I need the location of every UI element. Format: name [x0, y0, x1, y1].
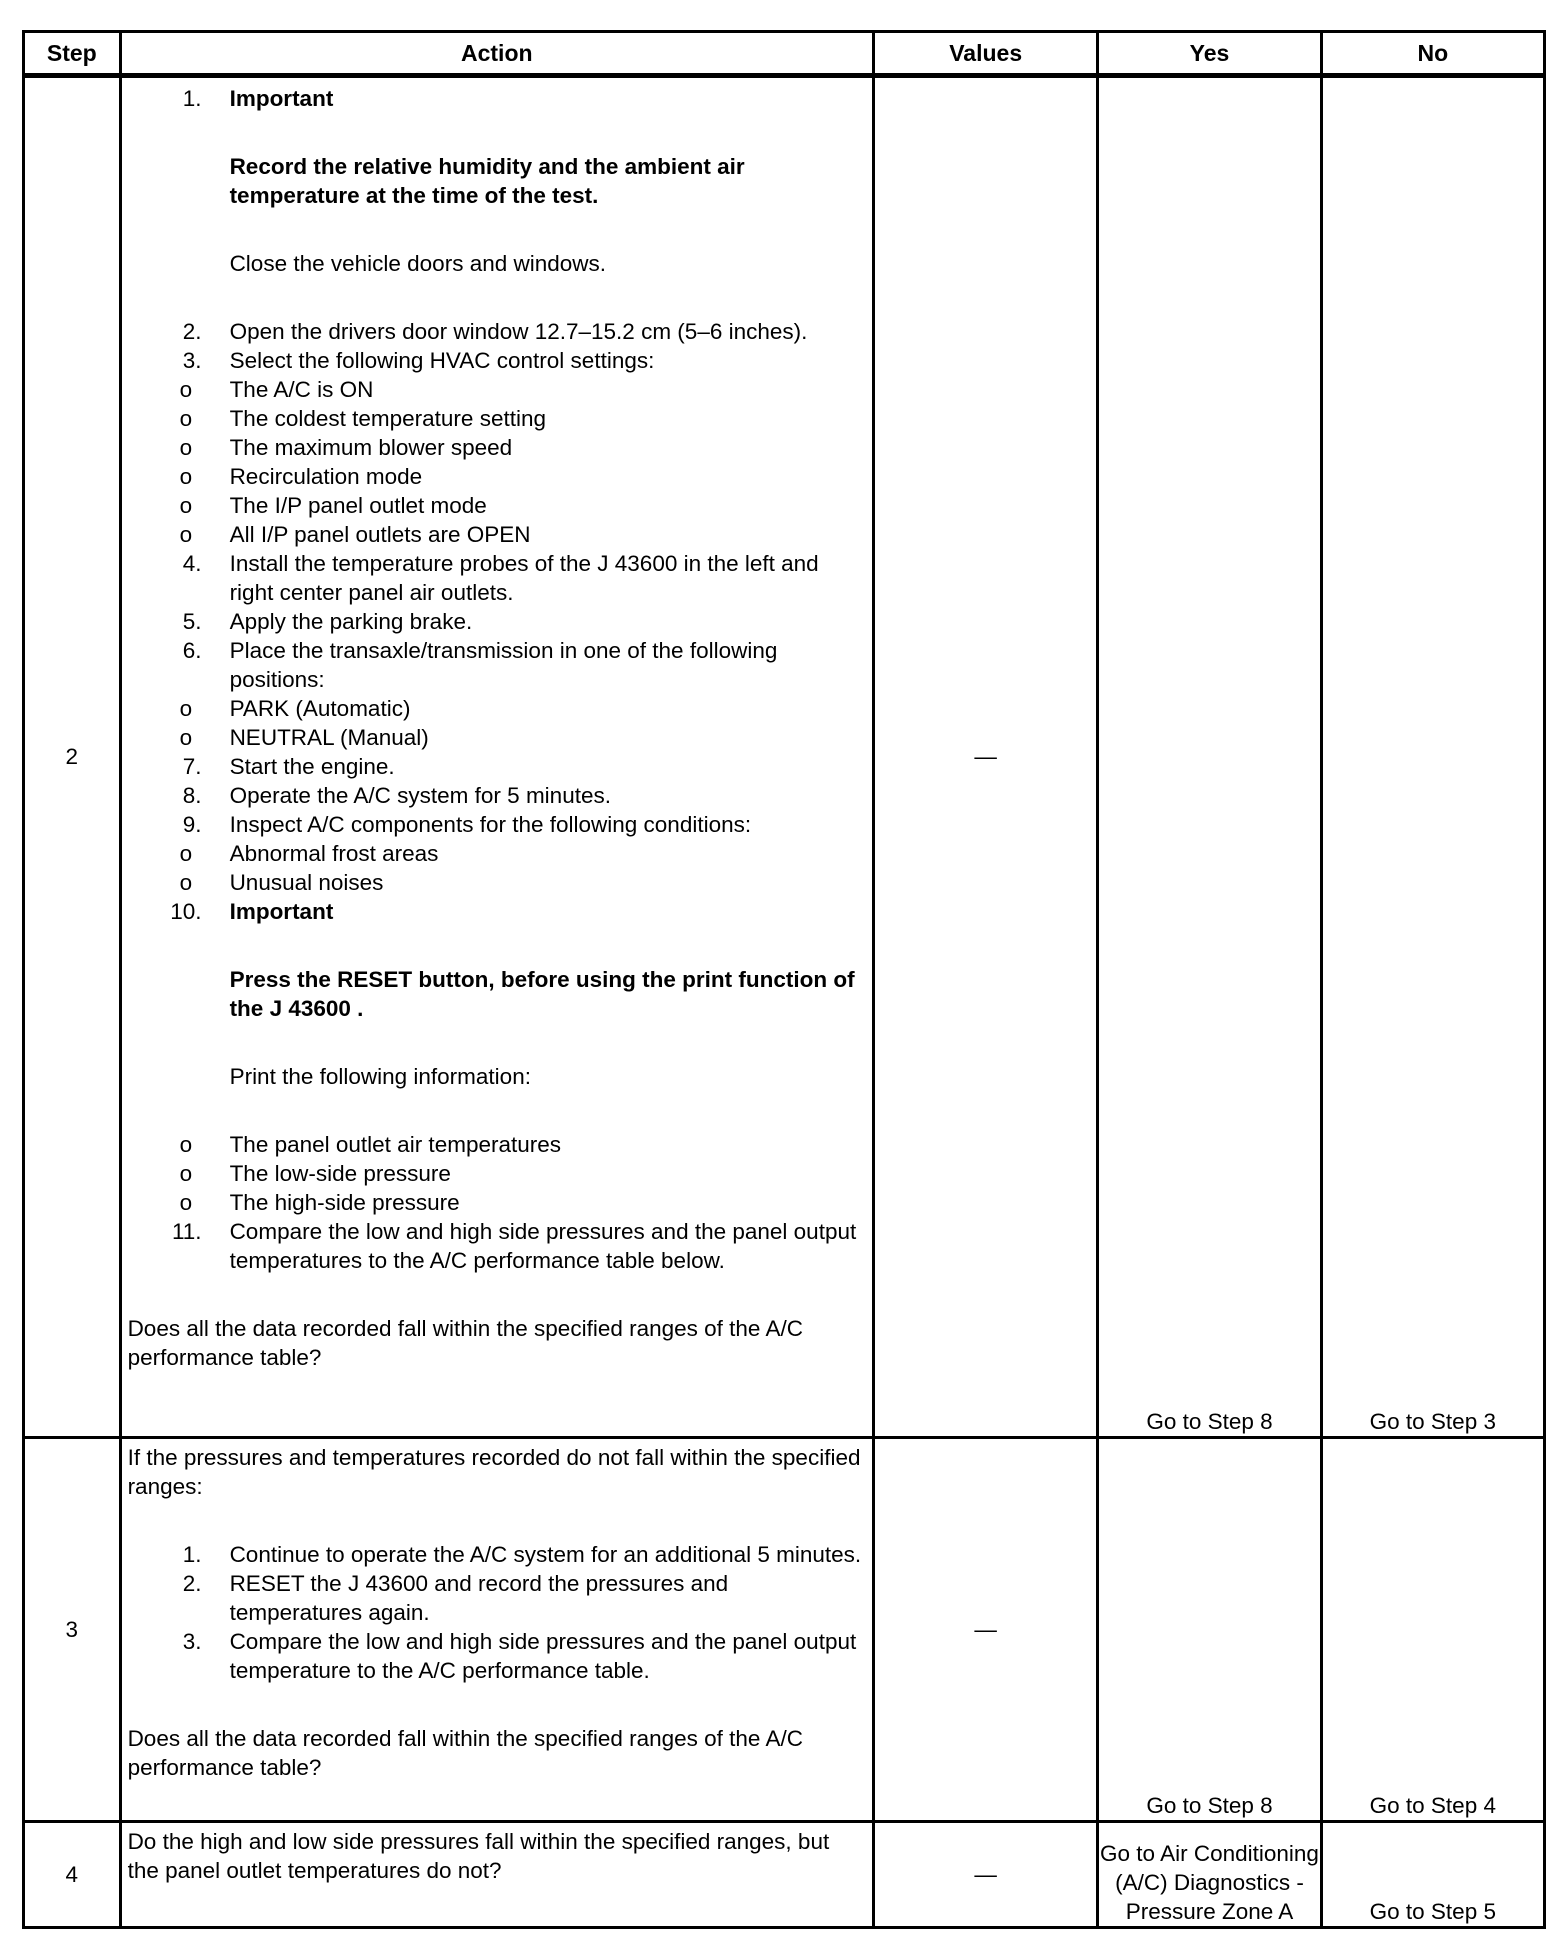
no-cell: Go to Step 3 — [1321, 76, 1544, 1438]
list-item: o The panel outlet air temperatures — [179, 1132, 561, 1157]
list-item: o PARK (Automatic) — [179, 696, 411, 721]
no-cell: Go to Step 5 — [1321, 1822, 1544, 1928]
list-item: o The coldest temperature setting — [179, 406, 546, 431]
list-item: 3. Select the following HVAC control settings: — [182, 348, 655, 373]
values-cell: — — [874, 76, 1098, 1438]
header-values: Values — [874, 32, 1098, 76]
list-item: 1. Continue to operate the A/C system for an additional 5 minutes. — [182, 1542, 862, 1567]
list-item: o Recirculation mode — [179, 464, 423, 489]
list-item: 11. Compare the low and high side pressures and the panel output temperatures to the A/C performance table below. — [171, 1219, 857, 1273]
list-item: 10. Important Press the RESET button, before using the print function of the J 43600 . Print the following information: — [170, 899, 855, 1089]
important-label: Important — [229, 86, 334, 111]
no-cell: Go to Step 4 — [1321, 1438, 1544, 1822]
step-number: 4 — [24, 1822, 121, 1928]
inspection-conditions-list — [128, 839, 864, 897]
list-item: 9. Inspect A/C components for the following conditions: — [182, 812, 752, 837]
header-yes: Yes — [1098, 32, 1321, 76]
list-item: o Unusual noises — [179, 870, 384, 895]
yes-cell: Go to Air Conditioning (A/C) Diagnostics - Pressure Zone A — [1098, 1822, 1321, 1928]
list-item: 2. RESET the J 43600 and record the pressures and temperatures again. — [182, 1571, 729, 1625]
list-item: 4. Install the temperature probes of the J 43600 in the left and right center panel air outlets. — [182, 551, 819, 605]
values-cell: — — [874, 1822, 1098, 1928]
diagnostic-table — [22, 30, 1546, 1929]
header-no: No — [1321, 32, 1544, 76]
list-item: o All I/P panel outlets are OPEN — [179, 522, 531, 547]
header-action: Action — [120, 32, 873, 76]
list-item: o The A/C is ON — [179, 377, 374, 402]
list-item: 2. Open the drivers door window 12.7–15.2 cm (5–6 inches). — [182, 319, 808, 344]
list-item: o The low-side pressure — [179, 1161, 451, 1186]
question-text: Does all the data recorded fall within the specified ranges of the A/C performance table? — [127, 1316, 803, 1370]
yes-cell: Go to Step 8 — [1098, 76, 1321, 1438]
question-text: Do the high and low side pressures fall within the specified ranges, but the panel outlet temperatures do not? — [127, 1829, 830, 1883]
list-item: o Abnormal frost areas — [179, 841, 439, 866]
important-label: Important — [229, 899, 334, 924]
list-item: o The high-side pressure — [179, 1190, 460, 1215]
list-item: o The I/P panel outlet mode — [179, 493, 487, 518]
action-cell — [120, 76, 873, 1438]
table-row-step-2 — [24, 76, 1545, 1438]
list-item: o NEUTRAL (Manual) — [179, 725, 429, 750]
list-item: 1. Important Record the relative humidity and the ambient air temperature at the time of the test. Close the vehicle doors and windows. — [182, 86, 745, 276]
table-row-step-3 — [24, 1438, 1545, 1822]
hvac-settings-list — [128, 375, 864, 549]
header-row — [24, 32, 1545, 76]
intro-text: If the pressures and temperatures recorded do not fall within the specified ranges: — [127, 1445, 861, 1499]
yes-cell: Go to Step 8 — [1098, 1438, 1321, 1822]
action-cell — [120, 1438, 873, 1822]
step-number: 3 — [24, 1438, 121, 1822]
list-item: o The maximum blower speed — [179, 435, 513, 460]
action-cell — [120, 1822, 873, 1928]
important-text: Record the relative humidity and the ambient air temperature at the time of the test. — [229, 154, 745, 208]
values-cell: — — [874, 1438, 1098, 1822]
table-row-step-4 — [24, 1822, 1545, 1928]
header-step: Step — [24, 32, 121, 76]
list-item: 3. Compare the low and high side pressures and the panel output temperature to the A/C performance table. — [182, 1629, 857, 1683]
list-item: 5. Apply the parking brake. — [182, 609, 473, 634]
instruction-text: Print the following information: — [229, 1064, 531, 1089]
print-info-list — [128, 1130, 864, 1217]
step-number: 2 — [24, 76, 121, 1438]
list-item: 8. Operate the A/C system for 5 minutes. — [182, 783, 611, 808]
question-text: Does all the data recorded fall within the specified ranges of the A/C performance table? — [127, 1726, 803, 1780]
transmission-positions-list — [128, 694, 864, 752]
important-text: Press the RESET button, before using the print function of the J 43600 . — [229, 967, 855, 1021]
instruction-text: Close the vehicle doors and windows. — [229, 251, 607, 276]
list-item: 6. Place the transaxle/transmission in one of the following positions: — [182, 638, 778, 692]
list-item: 7. Start the engine. — [182, 754, 395, 779]
